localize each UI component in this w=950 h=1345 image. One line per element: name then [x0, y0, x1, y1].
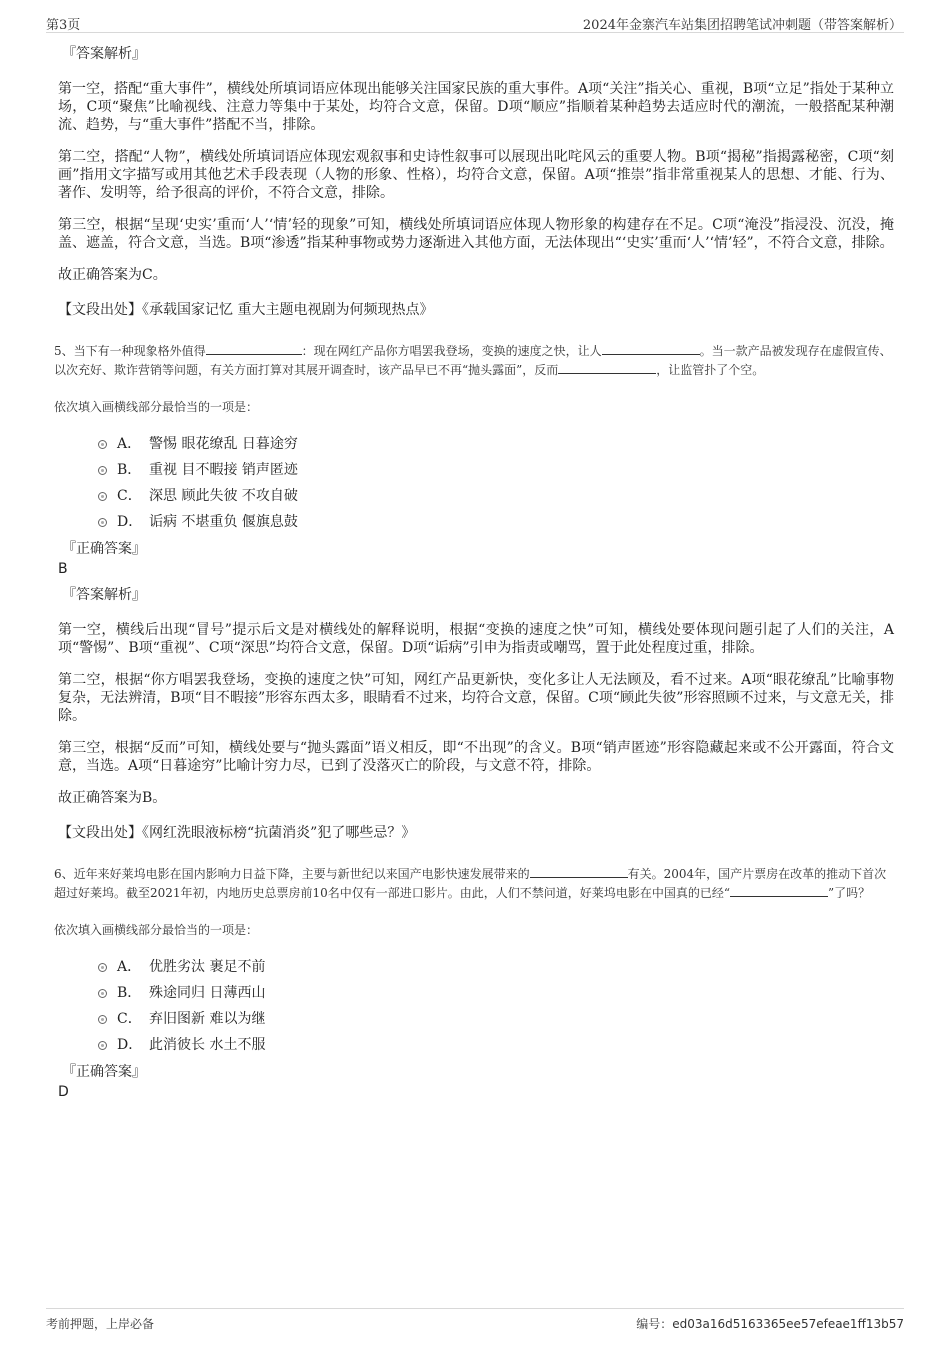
option-d[interactable]: D． 诟病 不堪重负 偃旗息鼓	[98, 509, 894, 535]
option-b[interactable]: B． 重视 目不暇接 销声匿迹	[98, 457, 894, 483]
analysis-label: 『答案解析』	[62, 587, 146, 603]
radio-icon[interactable]	[98, 518, 107, 527]
analysis-paragraph: 第三空，根据“呈现‘史实’重而‘人’‘情’轻的现象”可知，横线处所填词语应体现人物形象的构建存在不足。C项“淹没”指浸没、沉没，掩盖、遮盖，符合文意，当选。B项“渗透”指某种事物或势力逐渐进入其他方面，无法体现出“‘史实’重而‘人’‘情’轻”，不符合文意，排除。	[58, 217, 894, 251]
option-a[interactable]: A． 警惕 眼花缭乱 日暮途穷	[98, 431, 894, 457]
answer-blank	[530, 865, 628, 878]
page-footer	[46, 1308, 904, 1335]
analysis-paragraph: 第三空，根据“反而”可知，横线处要与“抛头露面”语义相反，即“不出现”的含义。B项“销声匿迹”形容隐藏起来或不公开露面，符合文意，当选。A项“日暮途穷”比喻计穷力尽，已到了没落灭亡的阶段，与文意不符，排除。	[58, 740, 894, 774]
document-body	[54, 44, 894, 1102]
radio-icon[interactable]	[98, 989, 107, 998]
source-citation: 【文段出处】《网红洗眼液标榜“抗菌消炎”犯了哪些忌？》	[58, 825, 416, 841]
correct-answer: D	[58, 1084, 69, 1100]
radio-icon[interactable]	[98, 466, 107, 475]
document-title: 2024年金寨汽车站集团招聘笔试冲刺题（带答案解析）	[582, 18, 902, 33]
answer-blank	[206, 342, 302, 355]
question-prompt: 依次填入画横线部分最恰当的一项是：	[54, 923, 259, 937]
question-stem: 6、近年来好莱坞电影在国内影响力日益下降，主要与新世纪以来国产电影快速发展带来的 有关。2004年，国产片票房在改革的推动下首次超过好莱坞。截至2021年初，内地历史总票房前10名中仅有一部进口影片。由此，人们不禁问道，好莱坞电影在中国真的已经“ ”了吗？	[54, 867, 887, 900]
option-c[interactable]: C． 弃旧图新 难以为继	[98, 1006, 894, 1032]
conclusion: 故正确答案为B。	[58, 790, 167, 806]
document-code: 编号：ed03a16d5163365ee57efeae1ff13b57	[636, 1317, 904, 1331]
correct-answer-label: 『正确答案』	[62, 1064, 146, 1080]
analysis-paragraph: 第一空，横线后出现“冒号”提示后文是对横线处的解释说明，根据“变换的速度之快”可知，横线处要体现问题引起了人们的关注，A项“警惕”、B项“重视”、C项“深思”均符合文意，保留。D项“诟病”引申为指责或嘲骂，置于此处程度过重，排除。	[58, 622, 894, 656]
correct-answer-label: 『正确答案』	[62, 541, 146, 557]
option-b[interactable]: B． 殊途同归 日薄西山	[98, 980, 894, 1006]
analysis-paragraph: 第二空，根据“你方唱罢我登场，变换的速度之快”可知，网红产品更新快，变化多让人无法顾及，看不过来。A项“眼花缭乱”比喻事物复杂，无法辨清，B项“目不暇接”形容东西太多，眼睛看不过来，均符合文意，保留。C项“顾此失彼”形容照顾不过来，与文意无关，排除。	[58, 672, 894, 724]
answer-blank	[558, 361, 656, 374]
option-c[interactable]: C． 深思 顾此失彼 不攻自破	[98, 483, 894, 509]
radio-icon[interactable]	[98, 492, 107, 501]
conclusion: 故正确答案为C。	[58, 267, 167, 283]
radio-icon[interactable]	[98, 963, 107, 972]
answer-blank	[602, 342, 700, 355]
radio-icon[interactable]	[98, 1041, 107, 1050]
page-header	[46, 12, 904, 33]
footer-slogan: 考前押题，上岸必备	[46, 1317, 155, 1331]
option-list	[98, 954, 894, 1058]
source-citation: 【文段出处】《承载国家记忆 重大主题电视剧为何频现热点》	[58, 302, 434, 318]
radio-icon[interactable]	[98, 440, 107, 449]
question-stem: 5、当下有一种现象格外值得 ：现在网红产品你方唱罢我登场，变换的速度之快，让人 。当一款产品被发现存在虚假宣传、以次充好、欺诈营销等问题，有关方面打算对其展开调查时，该产品早已不再“抛头露面”，反而 ，让监管扑了个空。	[54, 344, 892, 377]
option-a[interactable]: A． 优胜劣汰 裹足不前	[98, 954, 894, 980]
analysis-label: 『答案解析』	[62, 46, 146, 62]
answer-blank	[730, 884, 828, 897]
option-d[interactable]: D． 此消彼长 水土不服	[98, 1032, 894, 1058]
correct-answer: B	[58, 561, 68, 577]
analysis-paragraph: 第二空，搭配“人物”，横线处所填词语应体现宏观叙事和史诗性叙事可以展现出叱咤风云的重要人物。B项“揭秘”指揭露秘密，C项“刻画”指用文字描写或用其他艺术手段表现（人物的形象、性格），均符合文意，保留。A项“推崇”指非常重视某人的思想、才能、行为、著作、发明等，给予很高的评价，不符合文意，排除。	[58, 149, 894, 201]
page-number: 第3页	[46, 18, 81, 33]
analysis-paragraph: 第一空，搭配“重大事件”，横线处所填词语应体现出能够关注国家民族的重大事件。A项“关注”指关心、重视，B项“立足”指处于某种立场，C项“聚焦”比喻视线、注意力等集中于某处，均符合文意，保留。D项“顺应”指顺着某种趋势去适应时代的潮流，一般搭配某种潮流、趋势，与“重大事件”搭配不当，排除。	[58, 81, 894, 133]
radio-icon[interactable]	[98, 1015, 107, 1024]
option-list	[98, 431, 894, 535]
question-prompt: 依次填入画横线部分最恰当的一项是：	[54, 400, 259, 414]
